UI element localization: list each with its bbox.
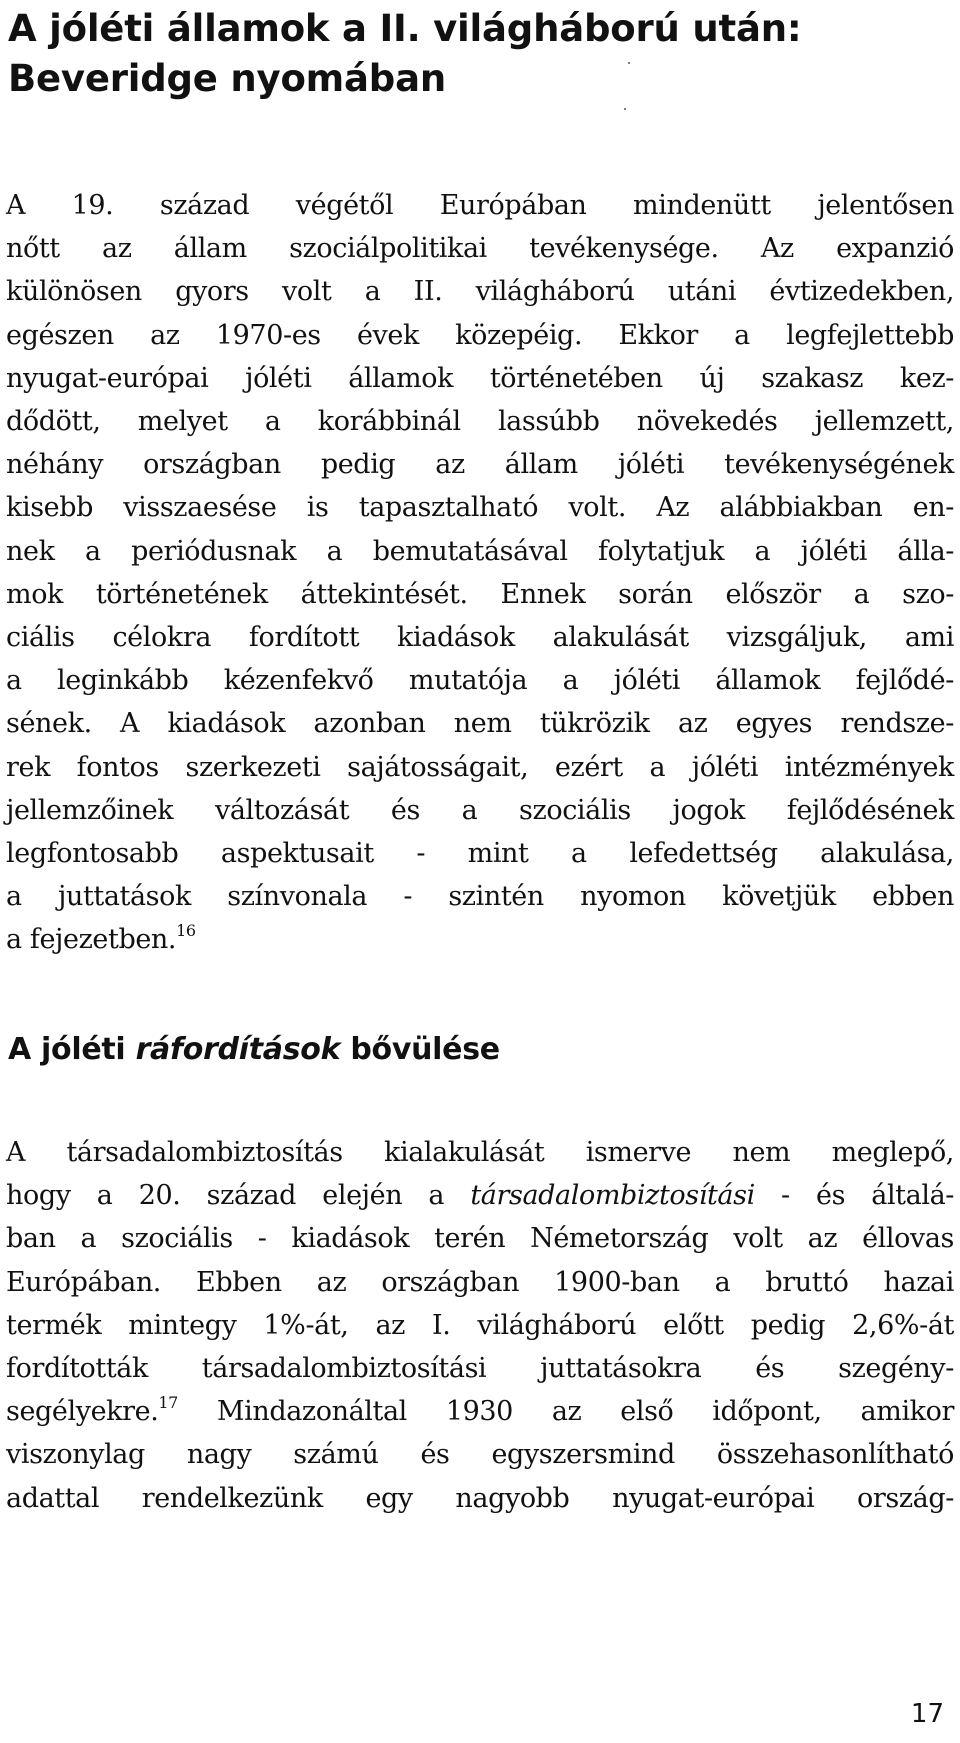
text-line: nyugat-európai jóléti államok történetében új szakasz kez-: [6, 362, 954, 394]
section-title-part-2: ráfordítások: [135, 1032, 341, 1067]
text-line-content: a fejezetben.: [6, 924, 177, 956]
text-line: rek fontos szerkezeti sajátosságait, ezért a jóléti intézmények: [6, 751, 954, 783]
text-line-with-footnote: [6, 1390, 954, 1433]
text-segment: segélyekre.: [6, 1396, 159, 1428]
text-line: néhány országban pedig az állam jóléti tevékenységének: [6, 449, 954, 481]
text-line: A társadalombiztosítás kialakulását ismerve nem meglepő,: [6, 1137, 954, 1168]
section-paragraph: [6, 1131, 954, 1520]
text-line: mok történetének áttekintését. Ennek során először a szo-: [6, 578, 954, 610]
text-line: ban a szociális - kiadások terén Németország volt az éllovas: [6, 1223, 954, 1255]
text-line: ciális célokra fordított kiadások alakulását vizsgáljuk, ami: [6, 622, 954, 654]
section-title-part-1: A jóléti: [8, 1032, 136, 1067]
italic-term: társadalombiztosítási: [470, 1180, 755, 1212]
text-line: a juttatások színvonala - szintén nyomon követjük ebben: [6, 881, 954, 913]
chapter-title: [8, 4, 948, 104]
text-line: viszonylag nagy számú és egyszersmind összehasonlítható: [6, 1439, 954, 1471]
text-line: nőtt az állam szociálpolitikai tevékenysége. Az expanzió: [6, 233, 954, 265]
scan-speck: [624, 108, 626, 110]
chapter-title-line-1: A jóléti államok a II. világháború után:: [8, 7, 802, 50]
section-title: [8, 1030, 500, 1070]
text-line: dődött, melyet a korábbinál lassúbb növekedés jellemzett,: [6, 406, 954, 438]
text-line: termék mintegy 1%-át, az I. világháború előtt pedig 2,6%-át: [6, 1309, 954, 1341]
section-title-part-3: bővülése: [340, 1032, 500, 1067]
text-segment: - és általá-: [754, 1180, 954, 1212]
text-segment: Mindazonáltal 1930 az első időpont, amikor: [177, 1396, 954, 1428]
text-line: sének. A kiadások azonban nem tükrözik az egyes rendsze-: [6, 708, 954, 740]
text-line: a leginkább kézenfekvő mutatója a jóléti államok fejlődé-: [6, 665, 954, 697]
text-line: különösen gyors volt a II. világháború utáni évtizedekben,: [6, 276, 954, 308]
text-line: adattal rendelkezünk egy nagyobb nyugat-európai ország-: [6, 1482, 954, 1514]
text-line: fordították társadalombiztosítási juttatásokra és szegény-: [6, 1353, 954, 1385]
text-line: kisebb visszaesése is tapasztalható volt. Az alábbiakban en-: [6, 492, 954, 524]
page-number: 17: [910, 1699, 944, 1729]
text-line-last: [6, 918, 954, 961]
text-line: nek a periódusnak a bemutatásával folytatjuk a jóléti álla-: [6, 535, 954, 567]
text-line: egészen az 1970-es évek közepéig. Ekkor a legfejlettebb: [6, 319, 954, 351]
text-line: legfontosabb aspektusait - mint a lefedettség alakulása,: [6, 838, 954, 870]
scan-speck: [628, 62, 630, 64]
footnote-ref-17[interactable]: 17: [158, 1393, 178, 1413]
text-line: jellemzőinek változását és a szociális jogok fejlődésének: [6, 794, 954, 826]
footnote-ref-16[interactable]: 16: [176, 921, 196, 941]
text-line: Európában. Ebben az országban 1900-ban a bruttó hazai: [6, 1266, 954, 1298]
text-line: A 19. század végétől Európában mindenütt jelentősen: [6, 190, 954, 221]
text-segment: hogy a 20. század elején a: [6, 1180, 471, 1212]
intro-paragraph: [6, 184, 954, 962]
text-line-with-italic: [6, 1174, 954, 1217]
chapter-title-line-2: Beveridge nyomában: [8, 57, 446, 100]
